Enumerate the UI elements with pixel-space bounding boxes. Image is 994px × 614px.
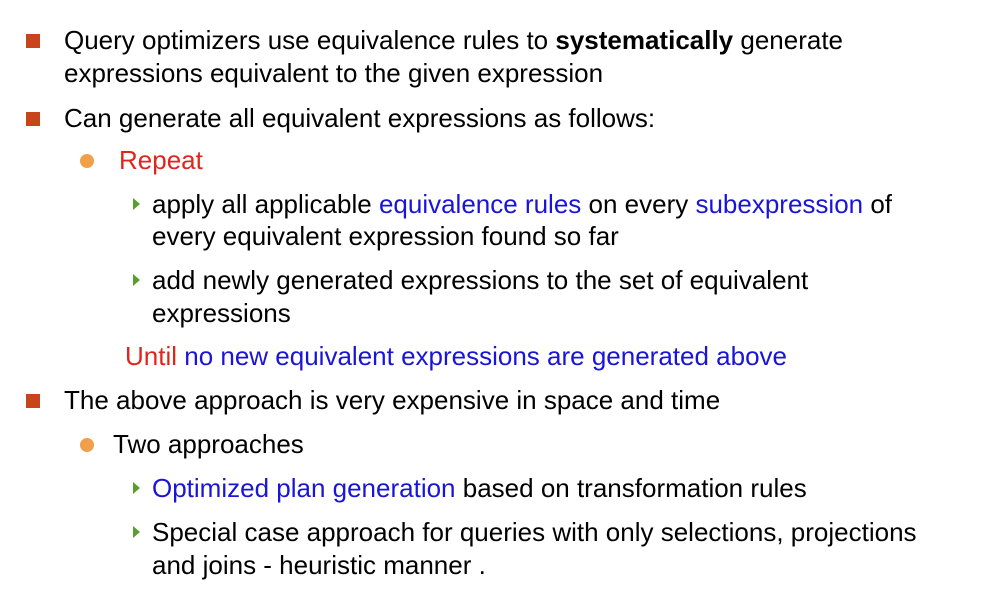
square-bullet-icon bbox=[26, 34, 40, 48]
until-keyword: Until bbox=[125, 341, 178, 371]
bullet-1-bold: systematically bbox=[555, 25, 734, 55]
bullet-1-line-1 bbox=[64, 24, 843, 57]
repeat-item-2-line-1: add newly generated expressions to the set of equivalent bbox=[152, 265, 809, 295]
arrow-bullet-icon bbox=[133, 526, 140, 538]
approach-1-rest: based on transformation rules bbox=[455, 473, 807, 503]
approach-1-text bbox=[152, 472, 807, 505]
bullet-2-text: Can generate all equivalent expressions as follows: bbox=[64, 103, 656, 133]
bullet-1-line-2: expressions equivalent to the given expression bbox=[64, 58, 604, 88]
two-approaches-text: Two approaches bbox=[113, 429, 304, 459]
repeat-keyword: Repeat bbox=[119, 145, 203, 175]
repeat-item-1-text-2: on every bbox=[581, 189, 696, 219]
repeat-item-1-text-3: of bbox=[863, 189, 893, 219]
arrow-bullet-icon bbox=[133, 482, 140, 494]
square-bullet-icon bbox=[26, 394, 40, 408]
arrow-bullet-icon bbox=[133, 198, 140, 210]
round-bullet-icon bbox=[80, 438, 94, 452]
until-line bbox=[125, 340, 787, 373]
repeat-item-1-text: apply all applicable bbox=[152, 189, 379, 219]
repeat-item-1-line-1 bbox=[152, 188, 892, 221]
arrow-bullet-icon bbox=[133, 274, 140, 286]
bullet-1-text-end: generate bbox=[733, 25, 844, 55]
square-bullet-icon bbox=[26, 112, 40, 126]
repeat-item-2-line-2: expressions bbox=[152, 298, 291, 328]
round-bullet-icon bbox=[80, 154, 94, 168]
bullet-1-text: Query optimizers use equivalence rules to bbox=[64, 25, 556, 55]
equivalence-rules-term: equivalence rules bbox=[378, 189, 582, 219]
until-condition: no new equivalent expressions are generated above bbox=[177, 341, 787, 371]
optimized-plan-generation-term: Optimized plan generation bbox=[152, 473, 456, 503]
subexpression-term: subexpression bbox=[695, 189, 864, 219]
approach-2-line-1: Special case approach for queries with only selections, projections bbox=[152, 517, 917, 547]
bullet-3-text: The above approach is very expensive in space and time bbox=[64, 385, 721, 415]
repeat-item-1-line-2: every equivalent expression found so far bbox=[152, 221, 619, 251]
approach-2-line-2: and joins - heuristic manner . bbox=[152, 550, 486, 580]
